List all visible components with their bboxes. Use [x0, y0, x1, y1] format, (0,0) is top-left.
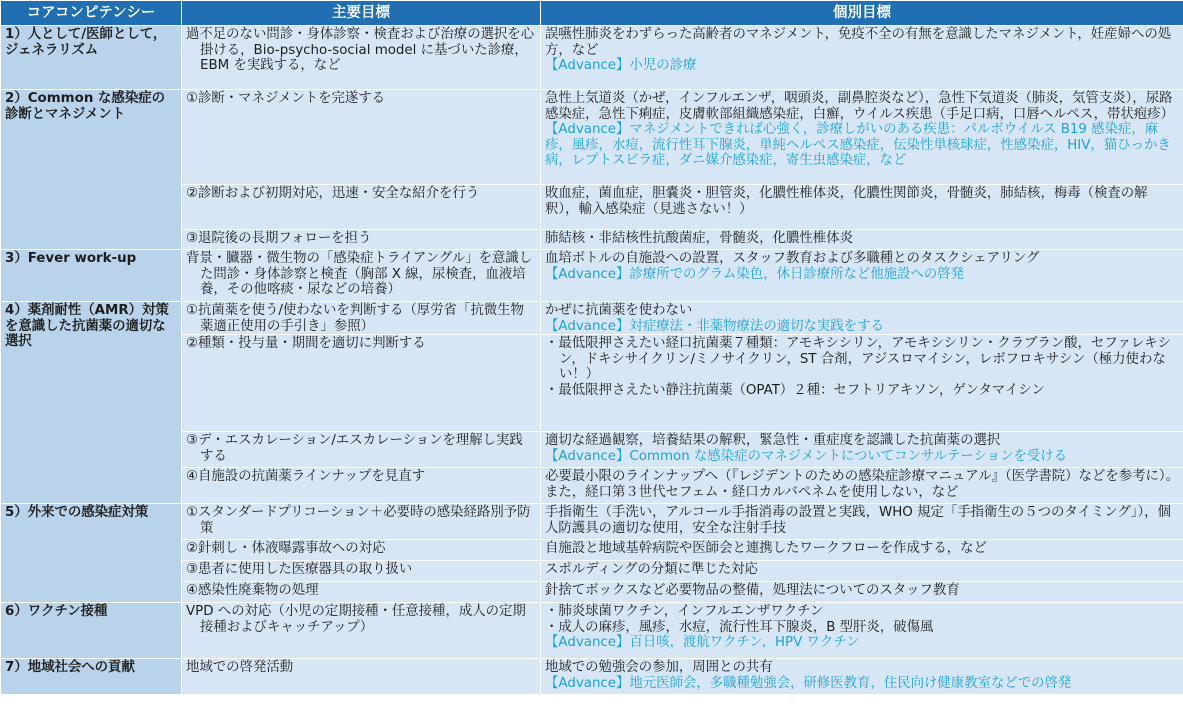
main-goal-cell	[182, 185, 541, 230]
specific-goal-text: 急性上気道炎（かぜ，インフルエンザ，咽頭炎，副鼻腔炎など），急性下気道炎（肺炎，気管支炎），尿路感染症，急性下痢症，皮膚軟部組織感染症，白癬，ウイルス疾患（手足口病，口唇ヘルペス，帯状疱疹）	[545, 91, 1174, 122]
table-row	[1, 250, 1183, 302]
main-goal-text: ③患者に使用した医療器具の取り扱い	[186, 562, 413, 578]
core-competency-label: 6）ワクチン接種	[5, 604, 108, 620]
main-goal-cell	[182, 250, 541, 302]
main-goal-text: ①スタンダードプリコーション＋必要時の感染経路別予防策	[186, 505, 531, 536]
main-goal-text: ①抗菌薬を使う/使わないを判断する（厚労省「抗微生物薬適正使用の手引き」参照）	[186, 303, 524, 334]
main-goal-cell	[182, 603, 541, 659]
specific-goal-text: 血培ボトルの自施設への設置，スタッフ教育および多職種とのタスクシェアリング	[545, 251, 1040, 266]
specific-goal-text: ・肺炎球菌ワクチン，インフルエンザワクチン	[545, 604, 824, 620]
table-row	[1, 603, 1183, 659]
specific-goal-text: 誤嚥性肺炎をわずらった高齢者のマネジメント，免疫不全の有無を意識したマネジメント，妊産婦への処方，など	[545, 27, 1172, 58]
specific-goal-text: 地域での勉強会の参加，周囲との共有	[545, 660, 773, 676]
specific-goal-cell	[541, 432, 1183, 468]
core-competency-label: 2）Common な感染症の診断とマネジメント	[5, 91, 165, 122]
specific-goal-text: スポルディングの分類に準じた対応	[545, 562, 758, 578]
table-row	[1, 26, 1183, 90]
main-goal-cell	[182, 561, 541, 582]
specific-goal-cell	[541, 561, 1183, 582]
specific-goal-cell	[541, 185, 1183, 230]
main-goal-text: 過不足のない問診・身体診察・検査および治療の選択を心掛ける，Bio-psycho-social model に基づいた診療，EBM を実践する，など	[186, 27, 535, 74]
core-competency-cell	[1, 90, 182, 250]
core-competency-label: 5）外来での感染症対策	[5, 505, 149, 521]
specific-goal-text: ・成人の麻疹，風疹，水痘，流行性耳下腺炎，B 型肝炎，破傷風	[545, 619, 934, 635]
core-competency-label: 1）人として/医師として，ジェネラリズム	[5, 27, 167, 58]
header-main-goal: 主要目標	[182, 1, 541, 26]
advance-goal-text: 【Advance】Common な感染症のマネジメントについてコンサルテーションを受ける	[545, 448, 1068, 464]
specific-goal-text: 必要最小限のラインナップへ（『レジデントのための感染症診療マニュアル』（医学書院）などを参考に）。また，経口第３世代セフェム・経口カルバペネムを使用しない，など	[545, 469, 1179, 500]
core-competency-cell	[1, 603, 182, 659]
specific-goal-cell	[541, 468, 1183, 504]
specific-goal-cell	[541, 504, 1183, 540]
main-goal-cell	[182, 659, 541, 695]
table-header-row	[1, 1, 1183, 26]
specific-goal-text: ・最低限押さえたい静注抗菌薬（OPAT）２種：セフトリアキソン，ゲンタマイシン	[545, 382, 1045, 398]
specific-goal-text: 針捨てボックスなど必要物品の整備，処理法についてのスタッフ教育	[545, 583, 960, 599]
header-core-competency: コアコンピテンシー	[1, 1, 182, 26]
advance-goal-text: 【Advance】小児の診療	[545, 58, 697, 74]
main-goal-text: ③退院後の長期フォローを担う	[186, 231, 372, 246]
main-goal-text: ②種類・投与量・期間を適切に判断する	[186, 336, 426, 352]
main-goal-text: 地域での啓発活動	[186, 660, 294, 676]
advance-goal-text: 【Advance】診療所でのグラム染色，休日診療所など他施設への啓発	[545, 266, 965, 282]
specific-goal-text: かぜに抗菌薬を使わない	[545, 303, 693, 318]
main-goal-cell	[182, 582, 541, 603]
table-row	[1, 302, 1183, 335]
advance-goal-text: 【Advance】地元医師会，多職種勉強会，研修医教育，住民向け健康教室などでの啓発	[545, 675, 1072, 691]
main-goal-text: ②診断および初期対応，迅速・安全な紹介を行う	[186, 186, 480, 201]
core-competency-cell	[1, 250, 182, 302]
main-goal-cell	[182, 432, 541, 468]
main-goal-cell	[182, 90, 541, 185]
core-competency-cell	[1, 659, 182, 695]
main-goal-text: ④自施設の抗菌薬ラインナップを見直す	[186, 469, 425, 485]
core-competency-cell	[1, 504, 182, 603]
specific-goal-cell	[541, 230, 1183, 250]
core-competency-label: 7）地域社会への貢献	[5, 660, 135, 676]
specific-goal-cell	[541, 26, 1183, 90]
main-goal-cell	[182, 230, 541, 250]
table-row	[1, 90, 1183, 185]
specific-goal-text: 適切な経過観察，培養結果の解釈，緊急性・重症度を認識した抗菌薬の選択	[545, 433, 1001, 449]
specific-goal-text: ・最低限押さえたい経口抗菌薬７種類：アモキシシリン，アモキシシリン・クラブラン酸，セファレキシン，ドキシサイクリン/ミノサイクリン，ST 合剤，アジスロマイシン，レボフロキサシン（極力使わない！）	[545, 336, 1171, 383]
specific-goal-cell	[541, 302, 1183, 335]
specific-goal-cell	[541, 335, 1183, 432]
specific-goal-cell	[541, 603, 1183, 659]
main-goal-cell	[182, 335, 541, 432]
specific-goal-text: 肺結核・非結核性抗酸菌症，骨髄炎，化膿性椎体炎	[545, 231, 853, 246]
main-goal-text: 背景・臓器・微生物の「感染症トライアングル」を意識した問診・身体診察と検査（胸部 X 線，尿検査，血液培養，その他喀痰・尿などの培養）	[186, 251, 533, 298]
header-specific-goal: 個別目標	[541, 1, 1183, 26]
advance-goal-text: 【Advance】対症療法・非薬物療法の適切な実践をする	[545, 318, 884, 334]
main-goal-cell	[182, 540, 541, 561]
table-row	[1, 659, 1183, 695]
main-goal-cell	[182, 504, 541, 540]
main-goal-text: ②針刺し・体液曝露事故への対応	[186, 541, 386, 557]
advance-goal-text: 【Advance】百日咳，渡航ワクチン，HPV ワクチン	[545, 635, 860, 651]
table-row	[1, 504, 1183, 540]
specific-goal-text: 自施設と地域基幹病院や医師会と連携したワークフローを作成する，など	[545, 541, 987, 557]
main-goal-text: ①診断・マネジメントを完遂する	[186, 91, 386, 106]
specific-goal-cell	[541, 250, 1183, 302]
specific-goal-text: 手指衛生（手洗い，アルコール手指消毒の設置と実践，WHO 規定「手指衛生の５つのタイミング」），個人防護具の適切な使用，安全な注射手技	[545, 505, 1171, 536]
main-goal-text: VPD への対応（小児の定期接種・任意接種，成人の定期接種およびキャッチアップ）	[186, 604, 526, 635]
core-competency-cell	[1, 302, 182, 504]
main-goal-cell	[182, 468, 541, 504]
table-body	[1, 26, 1183, 695]
specific-goal-cell	[541, 90, 1183, 185]
main-goal-cell	[182, 26, 541, 90]
main-goal-text: ③デ・エスカレーション/エスカレーションを理解し実践する	[186, 433, 523, 464]
core-competency-label: 4）薬剤耐性（AMR）対策を意識した抗菌薬の適切な選択	[5, 303, 169, 350]
specific-goal-text: 敗血症，菌血症，胆嚢炎・胆管炎，化膿性椎体炎，化膿性関節炎，骨髄炎，肺結核，梅毒（検査の解釈），輸入感染症（見逃さない！）	[545, 186, 1148, 217]
main-goal-cell	[182, 302, 541, 335]
specific-goal-cell	[541, 582, 1183, 603]
advance-goal-text: 【Advance】マネジメントできれば心強く，診療しがいのある疾患：パルボウイルス B19 感染症，麻疹，風疹，水痘，流行性耳下腺炎，単純ヘルペス感染症，伝染性単核球症，性感染症，HIV，猫ひっかき病，レプトスピラ症，ダニ媒介感染症，寄生虫感染症，など	[545, 122, 1171, 169]
core-competency-cell	[1, 26, 182, 90]
specific-goal-cell	[541, 540, 1183, 561]
specific-goal-cell	[541, 659, 1183, 695]
core-competency-label: 3）Fever work-up	[5, 251, 137, 266]
main-goal-text: ④感染性廃棄物の処理	[186, 583, 319, 599]
